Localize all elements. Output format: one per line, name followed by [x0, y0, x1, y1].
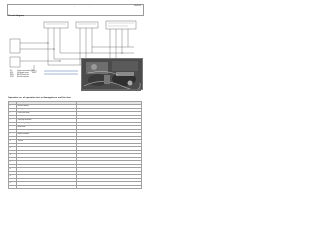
engine-bay-image — [82, 59, 142, 89]
row-step: Check ground connection — [17, 115, 77, 119]
row-number: 19 — [9, 168, 17, 172]
row-number: 14 — [9, 150, 17, 154]
row-step — [17, 185, 77, 189]
row-number: 10 — [9, 136, 17, 140]
table-row — [9, 185, 142, 189]
column-header-no: No. — [9, 102, 17, 105]
row-number: 17 — [9, 161, 17, 165]
table-body — [9, 105, 142, 189]
legend-description: Left oxygen sensor — [17, 73, 29, 74]
row-step: Check sensor wiring — [17, 112, 77, 116]
row-step: Check for short circuit — [17, 129, 77, 133]
row-step: Replace component — [17, 133, 77, 137]
row-number: 1 — [9, 105, 17, 109]
document-subtitle: MOTOR ENGINE M112 / M113 IN MODEL 210 / 211 / 215 / 220 / 230 / 163 / 203 / 209 WITH ME 2.8 — [65, 8, 132, 9]
row-number: 4 — [9, 115, 17, 119]
row-number: 8 — [9, 129, 17, 133]
row-step: Test drive — [17, 140, 77, 144]
row-number: 11 — [9, 140, 17, 144]
row-number: 13 — [9, 147, 17, 151]
row-number: 7 — [9, 126, 17, 130]
engine-bay-photo — [81, 58, 143, 90]
row-remark — [77, 185, 142, 189]
row-step: Check voltage supply — [17, 122, 77, 126]
legend-description: Oxygen sensor before TWC — [17, 71, 35, 72]
document-title: Function Diagram of combustion system — [65, 5, 94, 7]
row-number: 15 — [9, 154, 17, 158]
legend-description: Data link connector — [17, 77, 29, 78]
row-number: 6 — [9, 122, 17, 126]
legend-code: X11/4 — [10, 77, 14, 78]
row-step: Test: engine at idle speed — [17, 108, 77, 112]
column-header-remark: Remark — [77, 102, 142, 105]
table-heading: Operation no. of operation text or damage/error and fits item — [8, 97, 71, 99]
row-number: 9 — [9, 133, 17, 137]
row-number: 16 — [9, 157, 17, 161]
document-header — [7, 4, 144, 16]
row-number: 12 — [9, 143, 17, 147]
diagram-legend — [10, 71, 50, 79]
document-code: SR-00-00 — [134, 5, 141, 7]
legend-code: G3 — [10, 71, 12, 72]
row-number: 20 — [9, 171, 17, 175]
row-step: Read fault memory — [17, 105, 77, 109]
row-step: Actual values — [17, 126, 77, 130]
column-header-step: Work step/Check — [17, 102, 77, 105]
legend-item — [10, 77, 50, 79]
row-number: 3 — [9, 112, 17, 116]
row-number: 24 — [9, 185, 17, 189]
row-number: 22 — [9, 178, 17, 182]
diagram-heading: Circuit diagram — [8, 15, 25, 17]
row-number: 2 — [9, 108, 17, 112]
row-step: Check plug connections — [17, 119, 77, 123]
row-number: 23 — [9, 182, 17, 186]
row-number: 18 — [9, 164, 17, 168]
photo-caption-bar — [81, 89, 141, 91]
legend-code: G3/2 — [10, 73, 14, 74]
legend-code: N3/10 — [10, 75, 14, 76]
row-number: 5 — [9, 119, 17, 123]
legend-description: ME-SFI control unit — [17, 75, 29, 76]
row-number: 21 — [9, 175, 17, 179]
operations-table — [8, 101, 142, 189]
row-step: Erase fault memory — [17, 136, 77, 140]
document-page — [0, 0, 149, 198]
